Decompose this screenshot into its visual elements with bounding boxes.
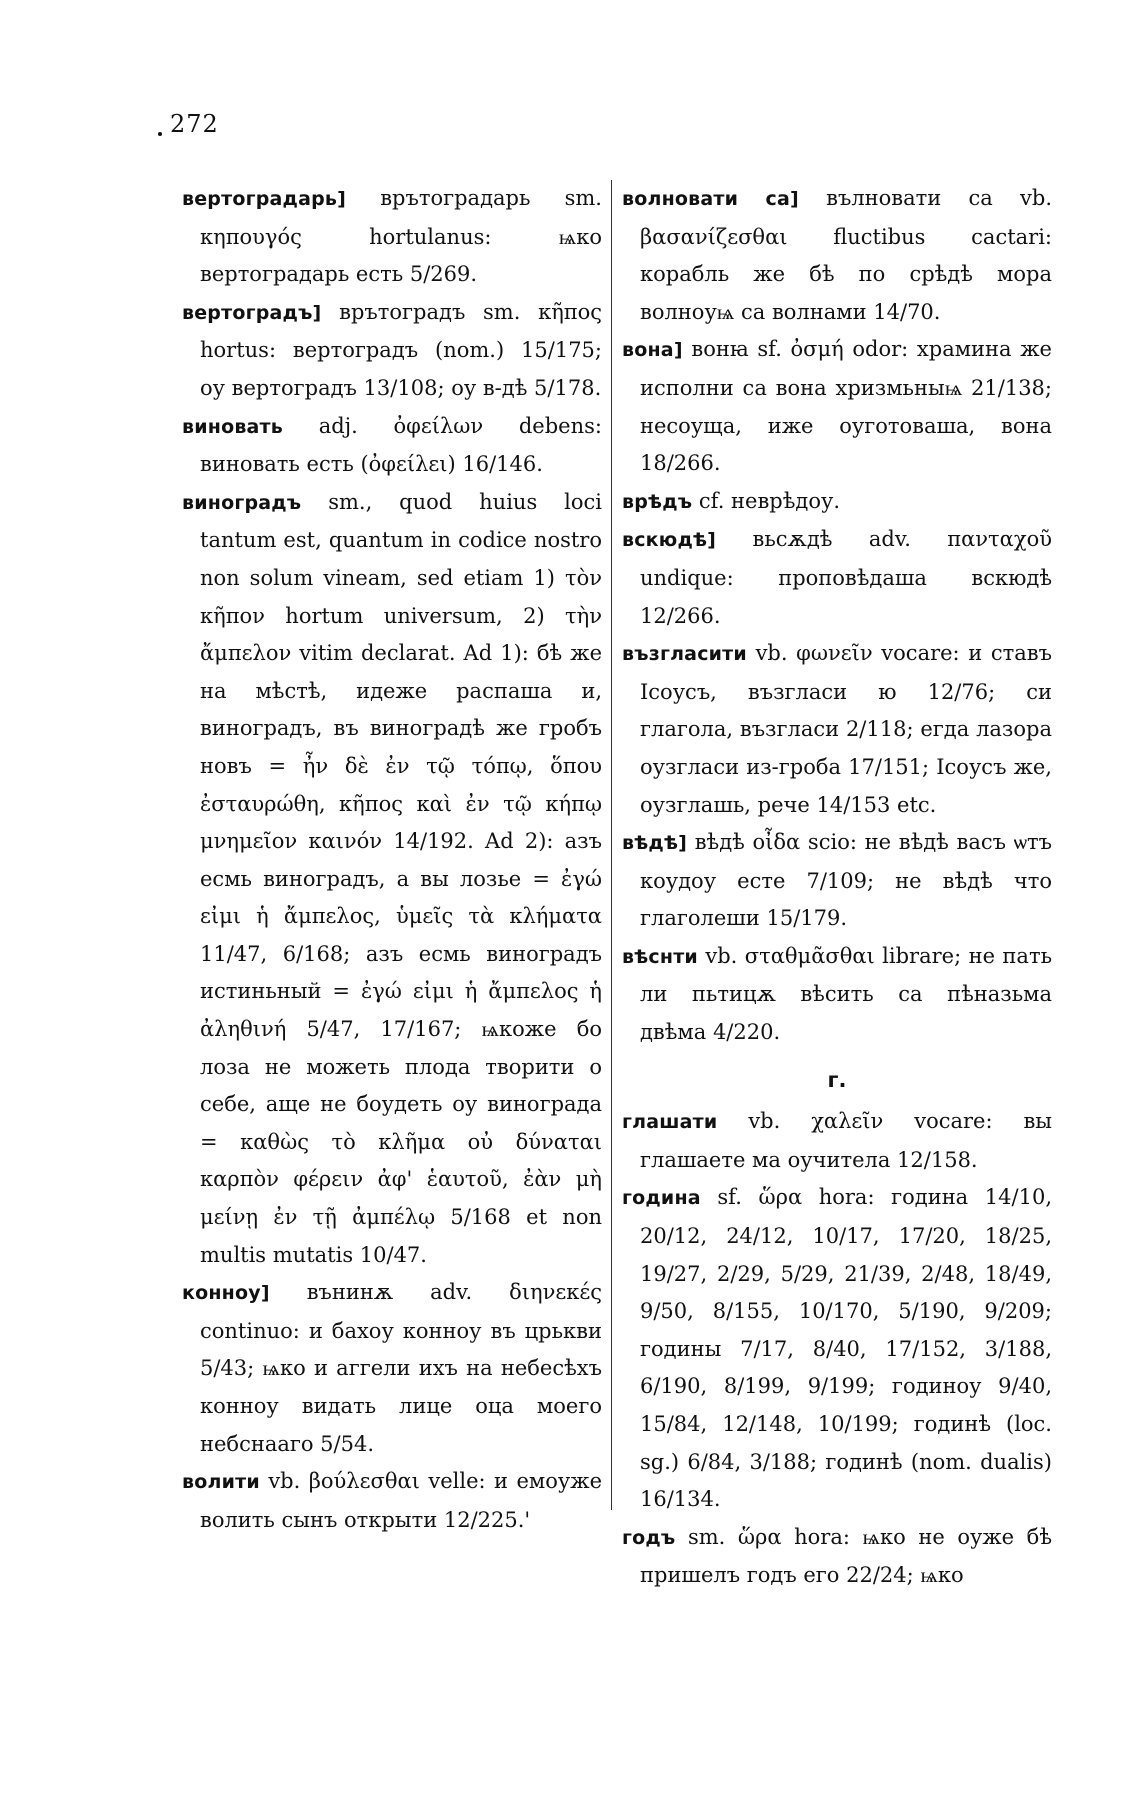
entry [622, 180, 1052, 331]
entry [622, 1103, 1052, 1179]
entry-headword: вскюдѣ] [622, 529, 717, 552]
entry [622, 1519, 1052, 1595]
entry [182, 180, 602, 294]
entry-text: вонꙗ sf. ὀσμή odor: храмина же исполни са вона хризмьныѩ 21/138; несоуща, иже оуготоваша, вона 18/266. [640, 337, 1052, 476]
entry [622, 635, 1052, 824]
left-column [182, 180, 602, 1539]
entry-headword: врѣдъ [622, 490, 693, 513]
entry-text: vb. σταθμᾶσθαι librare; не пать ли пьтицѫ вѣсить са пѣназьма двѣма 4/220. [640, 943, 1052, 1045]
entry-headword: вертоградъ] [182, 301, 322, 324]
entry-text: sf. ὥρα hora: година 14/10, 20/12, 24/12, 10/17, 17/20, 18/25, 19/27, 2/29, 5/29, 21/39, 2/48, 18/49, 9/50, 8/155, 10/170, 5/190, 9/209; годины 7/17, 8/40, 17/152, 3/188, 6/190, 8/199, 9/199; годиноу 9/40, 15/84, 12/148, 10/199; годинѣ (loc. sg.) 6/84, 3/188; годинѣ (nom. dualis) 16/134. [640, 1185, 1052, 1512]
entry [182, 484, 602, 1274]
entry [622, 1179, 1052, 1518]
entry-text: vb. βούλεσθαι velle: и емоуже волить сынъ открыти 12/225.' [200, 1469, 602, 1532]
entry-text: cf. неврѣдоу. [698, 488, 841, 513]
entry-text: sm., quod huius loci tantum est, quantum in codice nostro non solum vineam, sed etiam 1) τὸν κῆπον hortum universum, 2) τὴν ἄμπελον vitim declarat. Ad 1): бѣ же на мѣстѣ, идеже распаша и, виноградъ, въ виноградѣ же гробъ новъ = ἦν δὲ ἐν τῷ τόπῳ, ὅπου ἐσταυρώθη, κῆπος καὶ ἐν τῷ κήπῳ μνημεῖον καινόν 14/192. Ad 2): азъ есмь виноградъ, а вы лозье = ἐγώ εἰμι ἡ ἄμπελος, ὑμεῖς τὰ κλήματα 11/47, 6/168; азъ есмь виноградъ истиньный = ἐγώ εἰμι ἡ ἄμπελος ἡ ἀληθινή 5/47, 17/167; ѩкоже бо лоза не можеть плода творити о себе, аще не боудеть оу винограда = καθὼς τὸ κλῆμα οὐ δύναται καρπὸν φέρειν ἀφ' ἑαυτοῦ, ἐὰν μὴ μείνῃ ἐν τῇ ἀμπέλῳ 5/168 et non multis mutatis 10/47. [200, 489, 602, 1267]
entry-text: adj. ὀφείλων debens: виновать есть (ὀφείλει) 16/146. [200, 413, 602, 477]
entry-headword: годъ [622, 1526, 676, 1549]
entry [182, 294, 602, 408]
entry-text: sm. ὥρα hora: ѩко не оуже бѣ пришелъ годъ его 22/24; ѩко [640, 1524, 1052, 1588]
entry-text: вълновати са vb. βασανίζεσθαι fluctibus cactari: корабль же бѣ по срѣдѣ мора волноуѩ са волнами 14/70. [640, 186, 1052, 324]
entry [182, 408, 602, 484]
entry-text: vb. χαλεῖν vocare: вы глашаете ма оучитела 12/158. [640, 1109, 1052, 1172]
entry [182, 1274, 602, 1463]
entry [622, 521, 1052, 635]
entry-text: врътоградарь sm. κηπουγός hortulanus: ѩко вертоградарь есть 5/269. [200, 186, 602, 287]
entry-text: вьсѫдѣ adv. πανταχοῦ undique: проповѣдаша вскюдѣ 12/266. [640, 527, 1052, 628]
entry-headword: възгласити [622, 643, 747, 666]
entry-text: вѣдѣ οἶδα scio: не вѣдѣ васъ ѡтъ коудоу есте 7/109; не вѣдѣ что глаголеши 15/179. [640, 830, 1052, 931]
entry-headword: вѣдѣ] [622, 832, 688, 855]
entry-headword: конноу] [182, 1282, 270, 1305]
entry-headword: вертоградарь] [182, 188, 346, 210]
entry-headword: виноградъ [182, 491, 302, 514]
entry-headword: вона] [622, 339, 683, 362]
entry-headword: глашати [622, 1111, 718, 1134]
entry-text: vb. φωνεῖν vocare: и ставъ Ісоусъ, възгласи ю 12/76; си глагола, възгласи 2/118; егда лазора оузгласи из-гроба 17/151; Ісоусъ же, оузглашь, рече 14/153 etc. [640, 641, 1052, 817]
entry [622, 331, 1052, 482]
entry [622, 938, 1052, 1052]
page-number: 272 [170, 110, 219, 138]
right-column [622, 180, 1052, 1595]
entry-headword: година [622, 1187, 701, 1210]
entry-headword: виновать [182, 415, 283, 438]
section-heading: г. [827, 1067, 847, 1092]
entry-text: вънинѫ adv. διηνεκές continuo: и бахоу конноу въ црькви 5/43; ѩко и аггели ихъ на небесѣхъ конноу видать лице оца моего небснааго 5/54. [200, 1280, 602, 1456]
entry [622, 824, 1052, 938]
entry-headword: волити [182, 1471, 260, 1494]
entry [182, 1463, 602, 1539]
entry-headword: вѣснти [622, 945, 698, 968]
entry-headword: волновати са] [622, 188, 799, 210]
entry [622, 483, 1052, 522]
entry-text: врътоградъ sm. κῆπος hortus: вертоградъ (nom.) 15/175; оу вертоградъ 13/108; оу в-дѣ 5/178. [200, 299, 602, 400]
column-divider [611, 180, 612, 1510]
